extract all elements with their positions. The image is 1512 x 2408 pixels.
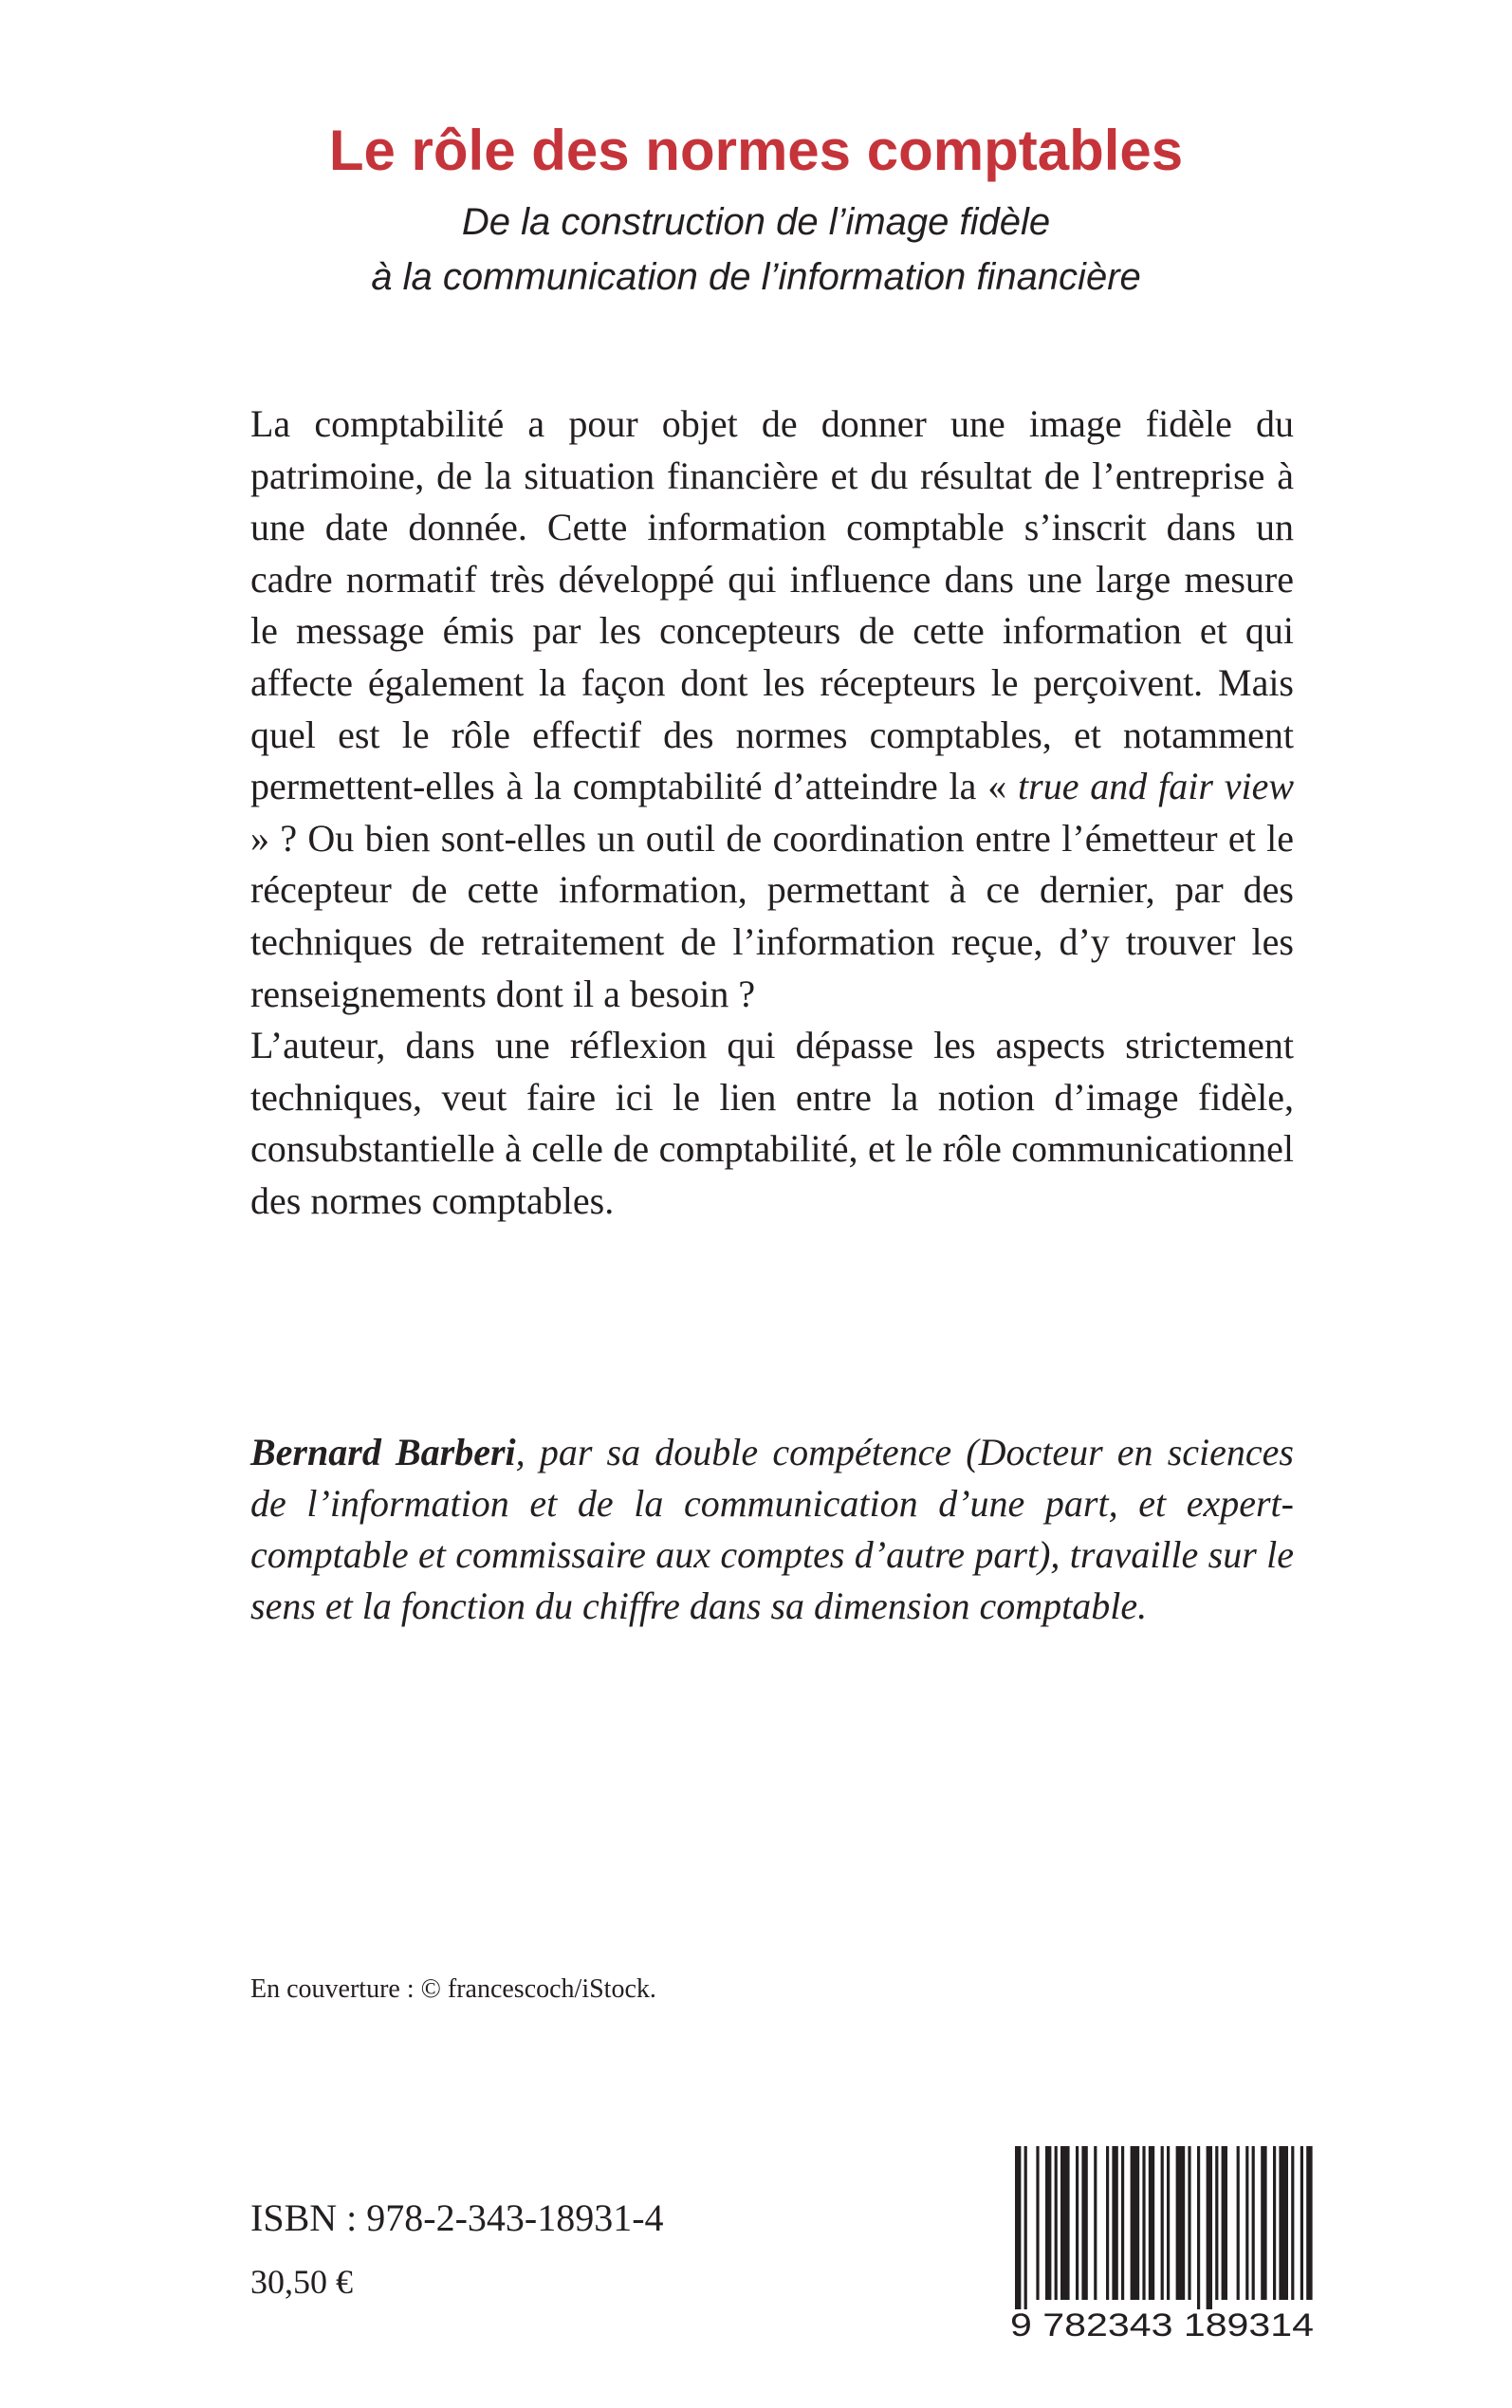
barcode-bar — [1131, 2146, 1140, 2300]
back-cover-description — [250, 398, 1294, 1228]
barcode-bar — [1060, 2146, 1070, 2300]
isbn-label: ISBN : 978-2-343-18931-4 — [250, 2196, 664, 2239]
book-title: Le rôle des normes comptables — [328, 119, 1184, 182]
barcode-bar — [1207, 2146, 1212, 2309]
barcode-digits: 9 782343 189314 — [1010, 2307, 1314, 2343]
barcode-bar — [1215, 2146, 1218, 2300]
barcode-bar — [1222, 2146, 1227, 2300]
barcode-bar — [1142, 2146, 1145, 2300]
author-bio-text: , par sa double compétence (Docteur en sciences de l’information et de la communication d’une part, et expert-comptable et commissaire aux comptes d’autre part), travaille sur le sens et la fonction du chiffre dans sa dimension comptable. — [250, 1431, 1294, 1627]
barcode-bar — [1076, 2146, 1079, 2300]
barcode-bar — [1081, 2146, 1087, 2300]
barcode-bar — [1237, 2146, 1240, 2300]
barcode-bar — [1015, 2146, 1021, 2309]
subtitle-line-2: à la communication de l’information financière — [371, 256, 1141, 298]
description-p1-italic: true and fair view — [1018, 765, 1295, 808]
barcode-bar — [1279, 2146, 1288, 2300]
barcode-bar — [1306, 2146, 1312, 2300]
barcode-bar — [1273, 2146, 1276, 2300]
barcode-bar — [1161, 2146, 1164, 2300]
barcode-bar — [1094, 2146, 1097, 2300]
description-paragraph-1 — [250, 398, 1294, 1020]
barcode-bar — [1300, 2146, 1303, 2300]
barcode-bar — [1106, 2146, 1109, 2300]
barcode-bar — [1036, 2146, 1039, 2300]
barcode-bar — [1245, 2146, 1248, 2300]
barcode-bar — [1167, 2146, 1170, 2300]
barcode-bar — [1055, 2146, 1058, 2300]
isbn-barcode — [1005, 2146, 1318, 2343]
barcode-bar — [1045, 2146, 1051, 2300]
barcode-bar — [1024, 2146, 1027, 2309]
description-paragraph-2: L’auteur, dans une réflexion qui dépasse les aspects strictement techniques, veut faire ici le lien entre la notion d’image fidèle, consubstantielle à celle de comptabilité, et le rôle communicationnel des normes comptables. — [250, 1024, 1294, 1222]
barcode-bar — [1252, 2146, 1255, 2300]
cover-credit: En couverture : © francescoch/iStock. — [250, 1974, 656, 2004]
barcode-bar — [1149, 2146, 1154, 2300]
barcode-bar — [1176, 2146, 1186, 2300]
barcode-bar — [1291, 2146, 1294, 2300]
barcode-bar — [1197, 2146, 1200, 2309]
subtitle-line-1: De la construction de l’image fidèle — [461, 201, 1051, 243]
price-label: 30,50 € — [250, 2263, 353, 2301]
barcode-bar — [1121, 2146, 1124, 2300]
barcode-bar — [1112, 2146, 1117, 2300]
barcode-bar — [1188, 2146, 1190, 2300]
author-bio — [250, 1427, 1294, 1632]
description-p1-start: La comptabilité a pour objet de donner une image fidèle du patrimoine, de la situation financière et du résultat de l’entreprise à une date donnée. Cette information comptable s’inscrit dans un cadre normatif très développé qui influence dans une large mesure le message émis par les concepteurs de cette information et qui affecte également la façon dont les récepteurs le perçoivent. Mais quel est le rôle effectif des normes comptables, et notamment permettent-elles à la comptabilité d’atteindre la « — [250, 402, 1294, 808]
barcode-bar — [1261, 2146, 1266, 2300]
description-p1-end: » ? Ou bien sont-elles un outil de coordination entre l’émetteur et le récepteur de cette information, permettant à ce dernier, par des techniques de retraitement de l’information reçue, d’y trouver les renseignements dont il a besoin ? — [250, 816, 1294, 1015]
author-name: Bernard Barberi — [250, 1431, 516, 1473]
